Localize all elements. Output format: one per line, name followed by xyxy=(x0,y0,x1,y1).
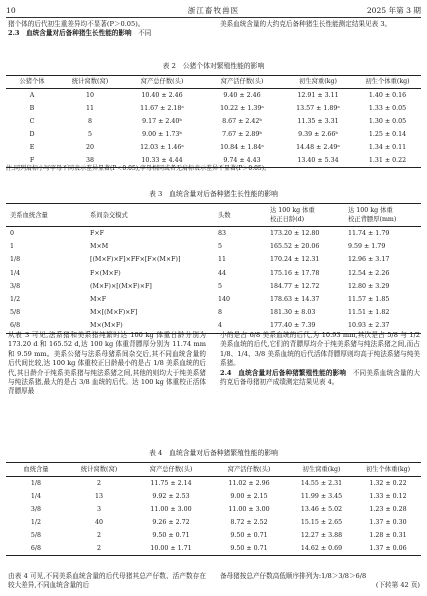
table-cell: 5 xyxy=(218,282,223,290)
table-cell: 1.33 ± 0.05 xyxy=(368,105,407,112)
paragraph: 备母猪按总产仔数高低顺序排列为:1/8＞3/8＞6/8 xyxy=(220,572,367,580)
table-cell: 10.33 ± 4.44 xyxy=(122,154,202,168)
table-cell: 9.50 ± 0.71 xyxy=(210,542,288,556)
table-cell: 38 xyxy=(58,154,122,168)
table-cell: 20 xyxy=(85,144,94,151)
table-cell: 9.40 ± 2.46 xyxy=(223,92,261,99)
table-cell: 1.32 ± 0.22 xyxy=(369,480,407,487)
page-number: 10 xyxy=(6,6,16,15)
table-cell: 14.48 ± 2.49ᵃ xyxy=(296,144,340,151)
column-header: 美系血统含量 xyxy=(6,204,86,227)
table-header-row xyxy=(6,204,421,227)
table-row xyxy=(6,115,421,128)
top-left-text xyxy=(8,20,206,39)
table-cell: 1/2 xyxy=(10,296,21,304)
table-cell: 175.16 ± 17.78 xyxy=(270,269,320,277)
table-cell: 8 xyxy=(87,118,92,125)
table-cell: 1.33 ± 0.12 xyxy=(369,493,407,500)
header-rule xyxy=(6,17,421,18)
table-cell: C xyxy=(29,118,35,125)
table-cell: 2 xyxy=(66,542,132,556)
column-header: 初生个体重(kg) xyxy=(354,76,421,89)
table-cell: 3 xyxy=(96,506,101,513)
table-cell: 1.37 ± 0.30 xyxy=(369,519,407,526)
column-header: 达 100 kg 体重 校正日龄(d) xyxy=(266,204,344,227)
table-cell: 11.57 ± 1.85 xyxy=(348,296,390,304)
table-cell: 1.23 ± 0.28 xyxy=(369,506,407,513)
table-cell: 5/8 xyxy=(10,309,21,317)
table-cell: 11 xyxy=(218,256,227,264)
table-cell: 9.00 ± 1.73ᵇ xyxy=(142,131,182,138)
paragraph-start: 不同 xyxy=(138,29,152,38)
table-cell: 12.96 ± 3.17 xyxy=(348,256,390,264)
table-cell: 1.37 ± 0.06 xyxy=(355,542,421,556)
table-cell: 1.28 ± 0.31 xyxy=(369,532,407,539)
column-header: 系间杂交模式 xyxy=(86,204,214,227)
table-cell: 1/4 xyxy=(30,493,42,500)
table-cell: 6/8 xyxy=(6,319,86,333)
table-cell: 11.74 ± 1.79 xyxy=(348,230,390,237)
table-cell: 1.31 ± 0.22 xyxy=(354,154,421,168)
table-header-row xyxy=(6,76,421,89)
table-cell: 5 xyxy=(218,243,223,251)
bottom-right-text xyxy=(220,572,420,591)
table-cell: 10.40 ± 2.46 xyxy=(141,92,183,99)
table-cell: 12.54 ± 2.26 xyxy=(348,269,390,277)
table-cell: 170.24 ± 12.31 xyxy=(270,256,320,264)
table-cell: 12.80 ± 3.29 xyxy=(348,282,390,290)
table-cell: 1.25 ± 0.14 xyxy=(368,131,407,138)
column-header: 窝产总仔数(头) xyxy=(132,463,210,477)
table-cell: F×(M×F) xyxy=(90,269,121,277)
table-cell: 1/8 xyxy=(10,256,21,264)
table-cell: 11.75 ± 2.14 xyxy=(150,480,192,487)
table-cell: 83 xyxy=(218,230,227,237)
paragraph: 小的是占 6/8 美系血统的后代,为 10.93 mm,其次是占 5/8 与 1/2 美系血统的后代,它们的背膘厚均介于纯美系猪与纯法系猪之间,而占 1/8、1/4、3/8 美系血统的后代活体背膘厚则均高于纯法系猪与纯美系猪。 xyxy=(220,331,420,368)
table-cell: 5/8 xyxy=(30,532,42,539)
paragraph-start: 不同 xyxy=(352,368,367,377)
table-cell: 11.00 ± 3.00 xyxy=(228,506,270,513)
table-row xyxy=(6,89,421,103)
table-cell: 4 xyxy=(214,319,266,333)
table-cell: 9.59 ± 1.79 xyxy=(348,243,386,251)
table-cell: 3/8 xyxy=(30,506,42,513)
table-cell: 9.50 ± 0.71 xyxy=(152,532,190,539)
table-cell: 12.27 ± 3.88 xyxy=(300,532,343,539)
table-cell: D xyxy=(29,131,35,138)
top-right-text xyxy=(220,20,420,29)
table-cell: 11 xyxy=(85,105,94,112)
table-cell: 11.35 ± 3.31 xyxy=(297,118,339,125)
table-cell: 0 xyxy=(10,230,15,237)
table-cell: 181.30 ± 8.03 xyxy=(270,309,316,317)
table-cell: M×F xyxy=(90,296,107,304)
table-row xyxy=(6,306,421,319)
table-cell: 11.51 ± 1.82 xyxy=(348,309,390,317)
table-row xyxy=(6,227,421,241)
table-cell: 9.17 ± 2.40ᵇ xyxy=(142,118,182,125)
table-row xyxy=(6,529,421,542)
table-cell: 10 xyxy=(85,92,94,99)
table-cell: 9.50 ± 0.71 xyxy=(230,532,268,539)
continued-note: (下转第 42 页) xyxy=(375,581,420,590)
table-cell: 9.39 ± 2.66ᵇ xyxy=(298,131,338,138)
table-row xyxy=(6,280,421,293)
paragraph: 由表 4 可见,不同美系血统含量的后代母猪其总产仔数、活产数存在较大差异,不同血统含量的后 xyxy=(8,572,206,590)
table-cell: 9.74 ± 4.43 xyxy=(202,154,282,168)
table-cell: 13.40 ± 5.34 xyxy=(282,154,354,168)
mid-right-text xyxy=(220,331,420,387)
table-row xyxy=(6,542,421,556)
table-cell: 11.99 ± 3.45 xyxy=(300,493,343,500)
table-cell: 12.03 ± 1.46ᵃ xyxy=(140,144,184,151)
table-cell: F×F xyxy=(90,230,105,237)
column-header: 统计窝数(窝) xyxy=(66,463,132,477)
table-cell: 10.93 ± 2.37 xyxy=(344,319,421,333)
table-cell: 14.55 ± 2.31 xyxy=(300,480,343,487)
table-row xyxy=(6,141,421,154)
table-cell: 1/4 xyxy=(10,269,21,277)
table-cell: 9.26 ± 2.72 xyxy=(152,519,190,526)
paragraph: 猪个体的后代初生重差异均不显著(P＞0.05)。 xyxy=(8,20,145,28)
table2 xyxy=(6,75,421,168)
table-cell: 8.67 ± 2.42ᵇ xyxy=(222,118,262,125)
column-header: 初生窝重(kg) xyxy=(282,76,354,89)
table-row xyxy=(6,503,421,516)
table3 xyxy=(6,203,421,334)
table2-title: 表 2 公猪个体对繁殖性能的影响 xyxy=(162,62,265,70)
table-cell: 173.20 ± 12.80 xyxy=(270,230,320,237)
table-cell: M×[(M×F)×F] xyxy=(90,309,138,317)
table-cell: [(M×F)×F]×FF×[F×(M×F)] xyxy=(90,256,181,264)
table-cell: 10.00 ± 1.71 xyxy=(132,542,210,556)
table-cell: 13.46 ± 5.02 xyxy=(300,506,343,513)
table-cell: 7.67 ± 2.89ᵇ xyxy=(222,131,262,138)
table-row xyxy=(6,128,421,141)
table-cell: (M×F)×[(M×F)×F] xyxy=(90,282,152,290)
table-cell: 184.77 ± 12.72 xyxy=(270,282,320,290)
table-cell: M×(M×F) xyxy=(86,319,214,333)
column-header: 统计窝数(窝) xyxy=(58,76,122,89)
table-cell: 1 xyxy=(10,243,15,251)
table-row xyxy=(6,102,421,115)
table-cell: 1.30 ± 0.05 xyxy=(368,118,407,125)
table-cell: 44 xyxy=(218,269,227,277)
column-header: 血统含量 xyxy=(6,463,66,477)
table-row xyxy=(6,267,421,280)
column-header: 初生窝重(kg) xyxy=(288,463,355,477)
table-cell: 40 xyxy=(94,519,103,526)
table-cell: 12.91 ± 3.11 xyxy=(297,92,339,99)
table4-title: 表 4 血统含量对后备种猪繁殖性能的影响 xyxy=(149,449,278,457)
section-heading-2-4: 2.4 血统含量对后备种猪繁殖性能的影响 xyxy=(220,368,347,377)
table-cell: 8 xyxy=(218,309,223,317)
table-cell: 2 xyxy=(96,480,101,487)
mid-left-text xyxy=(8,331,206,397)
table-cell: 177.40 ± 7.39 xyxy=(266,319,344,333)
page-header xyxy=(6,5,421,16)
table-cell: 9.00 ± 2.15 xyxy=(230,493,268,500)
table-cell: 140 xyxy=(218,296,231,304)
table-cell: 1/2 xyxy=(30,519,42,526)
table-cell: 10.22 ± 1.39ᵃ xyxy=(220,105,264,112)
table-cell: 13 xyxy=(94,493,103,500)
issue-label: 2025 年第 3 期 xyxy=(366,6,421,15)
paragraph: 从表 3 可见,法系猪和美系猪纯繁时达 100 kg 体重日龄分别为 173.20 d 和 165.52 d,达 100 kg 体重背膘厚分别为 11.74 mm 和 9.59 mm。美系公猪与法系母猪系间杂交后,其不同血统含量的后代间比较,达 100 kg 体重校正日龄最小的是占 1/8 美系血统的后代,其日龄介于纯系美系猪与纯法系猪之间,其他的则均大于纯美系猪与纯法系猪,最大的是占 3/8 血统的后代。达 100 kg 体重校正活体背膘厚最 xyxy=(8,331,206,396)
table-header-row xyxy=(6,463,421,477)
table-cell: 13.57 ± 1.89ᵃ xyxy=(296,105,340,112)
table3-title: 表 3 血统含量对后备种猪生长性能的影响 xyxy=(149,190,278,198)
table2-note: 注:同列肩标小写字母不同表示差异显著(P＜0.05),字母相同或者无肩标表示差异不显著(P＞0.05)。 xyxy=(6,165,271,172)
table-cell: M×M xyxy=(90,243,109,251)
column-header: 头数 xyxy=(214,204,266,227)
journal-title: 浙江畜牧兽医 xyxy=(187,6,240,15)
table-cell: 8.72 ± 2.52 xyxy=(230,519,268,526)
table-cell: 1.40 ± 0.16 xyxy=(368,92,407,99)
table-cell: F xyxy=(6,154,58,168)
table-cell: 9.92 ± 2.53 xyxy=(152,493,190,500)
table-cell: 15.15 ± 2.65 xyxy=(300,519,343,526)
column-header: 窝产活仔数(头) xyxy=(202,76,282,89)
table-row xyxy=(6,490,421,503)
column-header: 公猪个体 xyxy=(6,76,58,89)
table-cell: 11.67 ± 2.18ᵃ xyxy=(140,105,184,112)
table-cell: 11.02 ± 2.96 xyxy=(228,480,270,487)
table-cell: 5 xyxy=(87,131,92,138)
bottom-left-text xyxy=(8,572,206,591)
table-cell: 165.52 ± 20.06 xyxy=(270,243,320,251)
column-header: 初生个体重(kg) xyxy=(355,463,421,477)
table-cell: 1.34 ± 0.11 xyxy=(368,144,407,151)
table-row xyxy=(6,253,421,266)
table-row xyxy=(6,516,421,529)
table-cell: B xyxy=(29,105,35,112)
column-header: 窝产总仔数(头) xyxy=(122,76,202,89)
table-row xyxy=(6,477,421,491)
paragraph: 美系血统含量的大约克后备母猪初产成绩测定结果见表 4。 xyxy=(220,368,421,387)
table-row xyxy=(6,240,421,253)
table-cell: 178.63 ± 14.37 xyxy=(270,296,320,304)
paragraph: 美系血统含量的大约克后备种猪生长性能测定结果见表 3。 xyxy=(220,20,392,28)
table-row xyxy=(6,293,421,306)
table-cell: E xyxy=(29,144,35,151)
table4 xyxy=(6,462,421,556)
table-cell: 6/8 xyxy=(6,542,66,556)
table-cell: 14.62 ± 0.69 xyxy=(288,542,355,556)
section-heading-2-3: 2.3 血统含量对后备种猪生长性能的影响 xyxy=(8,29,132,38)
table-cell: 10.84 ± 1.84ᵃ xyxy=(220,144,264,151)
column-header: 达 100 kg 体重 校正背膘厚(mm) xyxy=(344,204,421,227)
column-header: 窝产活仔数(头) xyxy=(210,463,288,477)
table-cell: 3/8 xyxy=(10,282,21,290)
table-cell: A xyxy=(29,92,35,99)
table-cell: 2 xyxy=(96,532,101,539)
table-cell: 1/8 xyxy=(30,480,42,487)
table-cell: 11.00 ± 3.00 xyxy=(150,506,192,513)
